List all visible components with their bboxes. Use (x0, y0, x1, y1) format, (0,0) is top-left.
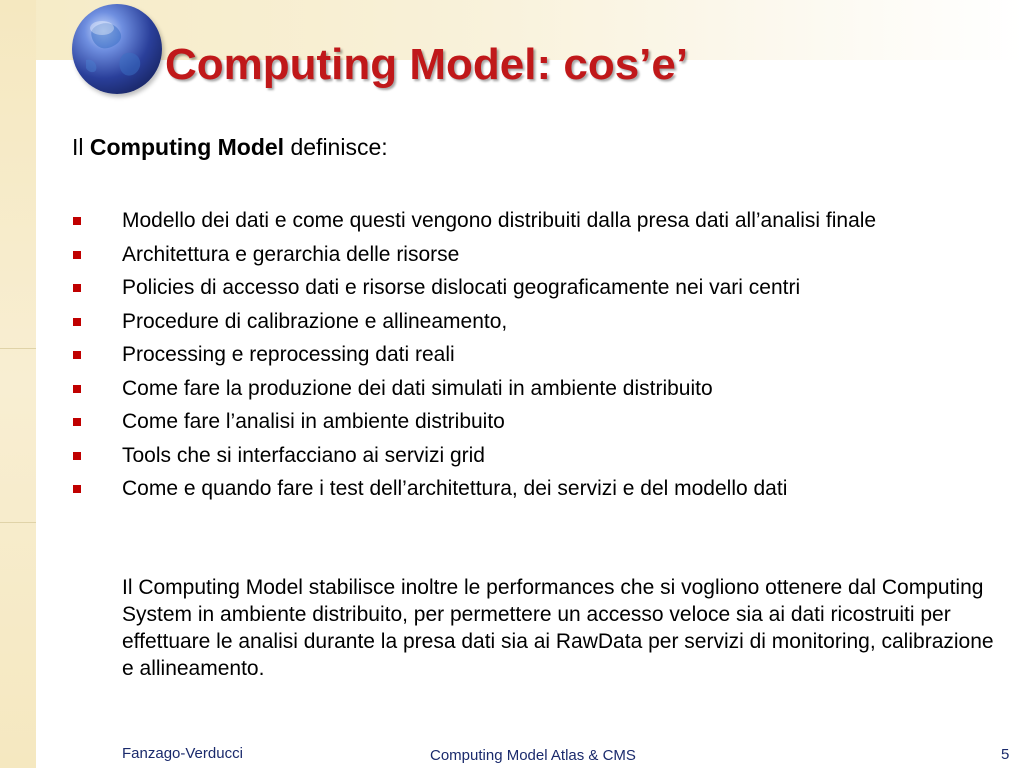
square-bullet-icon (73, 217, 81, 225)
bullet-item (72, 476, 992, 502)
page-number: 5 (1001, 746, 1010, 763)
bullet-item (72, 208, 992, 234)
square-bullet-icon (73, 284, 81, 292)
square-bullet-icon (73, 485, 81, 493)
bullet-item (72, 409, 992, 435)
bullet-item (72, 376, 992, 402)
slide-title: Computing Model: cos’e’ (165, 40, 689, 89)
square-bullet-icon (73, 418, 81, 426)
square-bullet-icon (73, 452, 81, 460)
bullet-text: Come fare la produzione dei dati simulati in ambiente distribuito (122, 376, 713, 400)
bullet-text: Modello dei dati e come questi vengono distribuiti dalla presa dati all’analisi finale (122, 209, 877, 232)
footer-title: Computing Model Atlas & CMS (430, 747, 636, 764)
bullet-item (72, 342, 992, 368)
bullet-item (72, 242, 992, 268)
bullet-item (72, 443, 992, 469)
parchment-band-left (0, 0, 36, 768)
bullet-text: Tools che si interfacciano ai servizi grid (122, 443, 485, 467)
margin-tick (0, 348, 36, 349)
bullet-text: Procedure di calibrazione e allineamento, (122, 309, 508, 333)
square-bullet-icon (73, 318, 81, 326)
bullet-text: Come e quando fare i test dell’architettura, dei servizi e del modello dati (122, 477, 788, 500)
margin-tick (0, 522, 36, 523)
intro-line (72, 134, 388, 161)
summary-paragraph: Il Computing Model stabilisce inoltre le performances che si vogliono ottenere dal Computing System in ambiente distribuito, per permettere un accesso veloce sia ai dati ricostruiti per effettuare le analisi durante la presa dati sia ai RawData per servizi di monitoring, calibrazione e allineamento. (122, 576, 994, 680)
bullet-list (72, 208, 992, 510)
intro-prefix: Il (72, 134, 90, 160)
globe-icon (72, 4, 162, 94)
bullet-text: Architettura e gerarchia delle risorse (122, 242, 460, 266)
bullet-text: Come fare l’analisi in ambiente distribuito (122, 410, 505, 433)
bullet-text: Policies di accesso dati e risorse dislocati geograficamente nei vari centri (122, 276, 801, 299)
footer-authors: Fanzago-Verducci (122, 745, 243, 762)
bullet-text: Processing e reprocessing dati reali (122, 343, 455, 366)
intro-suffix: definisce: (284, 134, 388, 160)
bullet-item (72, 309, 992, 335)
bullet-item (72, 275, 992, 301)
intro-bold-term: Computing Model (89, 134, 285, 160)
square-bullet-icon (73, 251, 81, 259)
square-bullet-icon (73, 385, 81, 393)
square-bullet-icon (73, 351, 81, 359)
